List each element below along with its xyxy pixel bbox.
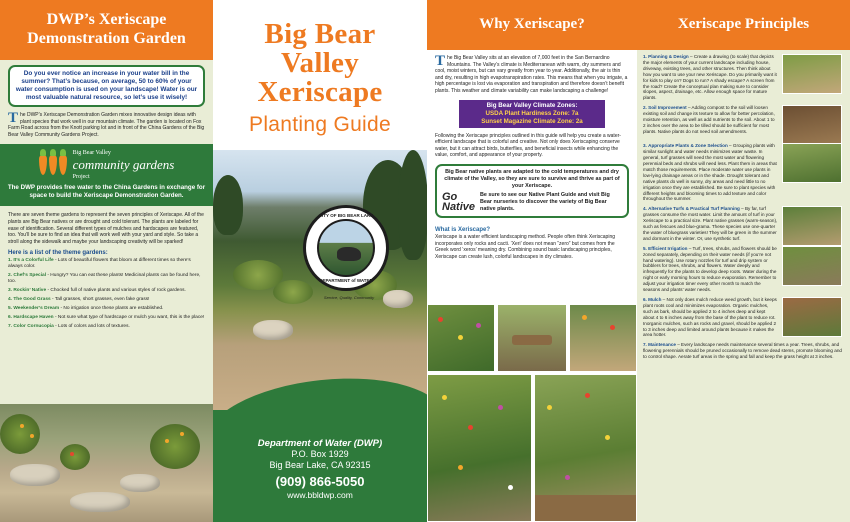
principle-number: 5. [643, 245, 647, 251]
demonstration-garden-photo [0, 404, 213, 522]
principle-text: – Create a drawing (to scale) that depicts the major elements of your current landscape including house, driveway, existing trees, and other structures. Then think about how you want to use your new Xeriscape. Do you primarily want it for kids to play on? Dogs to run? A shady escape? A screen from the road? Create the conceptual plan making sure to consider slopes, aspect, drainage, etc. Allow enough space for mature plants. [643, 54, 777, 101]
theme-garden-item [8, 297, 205, 303]
principle-item [643, 143, 844, 202]
dwp-contact-block [213, 410, 427, 522]
panel-demonstration-garden [0, 0, 213, 522]
seal-top-text: CITY OF BIG BEAR LAKE [318, 213, 374, 218]
native-bottom-text: Be sure to see our Native Plant Guide and visit Big Bear nurseries to discover the variety of Big Bear native plants. [480, 191, 610, 212]
garden-intro-text: he DWP’s Xeriscape Demonstration Garden mixes innovative design ideas with plant species that work well in our mountain climate. The garden is located on Fox Farm Road across from the Knott parking lot and in front of the China Gardens of the Big Bear Valley Community Gardens Project. [8, 112, 205, 138]
why-dropcap: T [435, 53, 446, 69]
principle-item [643, 246, 844, 293]
native-top-text: Big Bear native plants are adapted to the cold temperatures and dry climate of the Valley, so they are sure to survive and thrive as part of your Xeriscape. [444, 168, 620, 189]
go-native-line2: Native [442, 201, 476, 214]
collage-photo-wildflowers [534, 374, 637, 522]
theme-garden-title: 2. Chef’s Special [8, 273, 47, 279]
theme-gardens-body: There are seven theme gardens to represent the seven principles of Xeriscape. All of the plants are Big Bear natives or are drought and cold tolerant. The plants are labeled for ease of identification. Several different types of mulches and hardscapes are featured, too. You’ll be sure to find an idea that will work well with your yard and style. So take a stroll along the sidewalk and maybe your landscaping creativity will be sparked! [8, 212, 204, 245]
logo-top-text: Big Bear Valley [72, 150, 111, 157]
climate-zones-title: Big Bear Valley Climate Zones: [486, 101, 578, 109]
community-gardens-box [0, 144, 213, 206]
collage-photo-bench [497, 304, 567, 372]
principle-photo [782, 54, 842, 94]
theme-garden-title: 4. The Good Grass [8, 297, 51, 303]
theme-garden-item [8, 315, 205, 321]
bear-icon [337, 247, 361, 261]
theme-garden-text: - Lots of colors and lots of textures. [53, 324, 130, 330]
title-line1: Big Bear [264, 18, 376, 50]
theme-garden-text: - Chocked full of native plants and various styles of rock gardens. [46, 288, 186, 294]
theme-garden-title: 6. Hardscape Haven [8, 315, 54, 321]
theme-garden-text: - No irrigation once these plants are established. [59, 306, 164, 312]
theme-garden-item [8, 324, 205, 330]
what-is-xeriscape-text: Xeriscape is a water efficient landscaping method. People often think Xeriscaping incorporates only rocks and cacti. ‘Xeri’ does not mean “zero” but comes from the Greek word ‘xeros’ meaning dry. Combining sound basic landscaping principles, Xeriscape can create lush, colorful landscapes in dry climates. [435, 233, 616, 260]
theme-garden-item [8, 306, 205, 312]
principle-title: Planning & Design [648, 54, 689, 59]
theme-garden-title: 3. Rockin’ Native [8, 288, 47, 294]
seal-motto: Service, Quality, Community [323, 295, 375, 300]
usda-zone: USDA Plant Hardiness Zone: 7a [485, 109, 579, 117]
dwp-phone: (909) 866-5050 [275, 474, 365, 489]
dwp-po-box: P.O. Box 1929 [291, 449, 349, 459]
principle-item [643, 342, 844, 360]
theme-garden-title: 7. Color Cornucopia [8, 324, 54, 330]
dwp-name: Department of Water (DWP) [257, 438, 383, 449]
garden-intro [0, 112, 213, 138]
water-bill-callout: Do you ever notice an increase in your water bill in the summer? That’s because, on average, 50 to 60% of your water consumption is used on your landscape! Water is our most valuable natural resource, so let’s use it wisely! [8, 65, 205, 107]
go-native-logo [442, 192, 475, 212]
theme-garden-item [8, 273, 205, 285]
principle-item [643, 105, 844, 139]
native-plants-box [435, 164, 629, 218]
principle-photo [782, 246, 842, 286]
panel-cover [213, 0, 427, 522]
panel-xeriscape-principles [637, 0, 850, 522]
principle-photo [782, 105, 842, 145]
intro-dropcap: T [8, 110, 19, 126]
theme-garden-text: - Tall grasses, short grasses, even fake grass! [50, 297, 150, 303]
principle-number: 2. [643, 105, 647, 111]
community-gardens-logo [6, 148, 207, 182]
principle-text: – Turf, trees, shrubs, and flowers should be zoned separately, depending on their water needs (if you’re not hand watering). Use rotary nozzles for turf and drip system or bubblers for trees, shrubs, and flowers. Water deeply and infrequently for the plants to develop deep roots. Water during the night or early morning hours to reduce evaporation. Remember to adjust your irrigation timer every other month to match the seasons and plants’ water needs. [643, 245, 777, 293]
principle-item [643, 206, 844, 241]
principle-item [643, 297, 844, 338]
principle-text: – Adding compost to the soil will loosen existing soil and change its texture to allow for better percolation, moisture retention, as well as add nutrients to the soil. About 1 to 2 inches over the area to be tilled should be sufficient for most plants. Native plants do not need soil amendments. [643, 105, 775, 134]
principle-title: Mulch [648, 297, 662, 302]
principle-title: Efficient Irrigation [648, 245, 688, 251]
community-gardens-wordmark [73, 147, 175, 183]
theme-garden-title: 5. Weekender’s Dream [8, 306, 60, 312]
principles-list [637, 50, 850, 360]
why-xeriscape-heading: Why Xeriscape? [427, 0, 637, 50]
collage-photo-garden-bed [427, 374, 532, 522]
panel1-heading [0, 0, 213, 60]
follow-principles-text: Following the Xeriscape principles outlined in this guide will help you create a water-efficient landscape that is colorful and creative. Not only does Xeriscaping conserve water, but it can attract birds, butterflies, and beneficial insects while enhancing the value, comfort, and appearance of your property. [435, 132, 621, 159]
theme-garden-text: - Hungry? You can eat these plants! Medicinal plants can be found here, too. [8, 273, 201, 285]
theme-garden-text: - Lots of beautiful flowers that bloom at different times so there’s always color. [8, 258, 191, 270]
why-intro [427, 55, 637, 95]
city-seal [303, 205, 389, 300]
theme-garden-text: - Not sure what type of hardscape or mulch you want, this is the place! [53, 315, 205, 321]
panel1-heading-line2: Demonstration Garden [27, 30, 186, 47]
collage-photo-path [569, 304, 637, 372]
guide-subtitle: Planting Guide [249, 113, 391, 136]
principle-text: – Not only does mulch reduce weed growth, but it keeps plant roots cool and minimizes evaporation. Organic mulches, such as bark, should be applied 2 to 4 inches deep and kept about 4 to 6 inches away from the base of the plant to reduce rot. Inorganic mulches, such as rocks and gravel, should be applied 2 to 3 inches deep and limited around plants because it makes the area hotter. [643, 297, 777, 338]
principle-number: 1. [643, 54, 647, 59]
dwp-city: Big Bear Lake, CA 92315 [269, 460, 371, 470]
seal-bottom-text: DEPARTMENT of WATER [319, 278, 373, 283]
garden-photo-collage [427, 296, 637, 522]
principle-text: – Every landscape needs maintenance several times a year. Trees, shrubs, and flowering perennials should be pruned occasionally to remove dead stems, promote blooming and to control shape. Aerate turf areas in the spring and fall and keep the grass height at 3 inches. [643, 342, 842, 360]
theme-garden-item [8, 258, 205, 270]
theme-garden-title: 1. It’s a Colorful Life [8, 258, 54, 264]
principle-text: – By far, turf grasses consume the most water. Limit the amount of turf in your Xeriscape to a practical size. Plant native grasses (warm-season), such as fescues and blue-grama. These species use one-quarter the water of bluegrass varieties! They will be green in the summer and dormant in the winter. Or, use synthetic turf. [643, 206, 778, 241]
theme-gardens-list [0, 258, 213, 330]
panel1-heading-line1: DWP’s Xeriscape [46, 11, 167, 28]
guide-title [213, 20, 427, 107]
theme-gardens-heading: Here is a list of the theme gardens: [8, 250, 108, 257]
title-line2: Valley [280, 47, 360, 79]
principle-photo [782, 143, 842, 183]
free-water-message: The DWP provides free water to the China Gardens in exchange for space to build the Xeriscape Demonstration Garden. [7, 184, 206, 200]
principle-number: 4. [643, 206, 647, 212]
principle-number: 6. [643, 297, 647, 302]
sunset-zone: Sunset Magazine Climate Zone: 2a [481, 117, 583, 125]
principle-title: Appropriate Plants & Zone Selection [648, 143, 728, 149]
logo-bottom-text: Project [72, 174, 90, 181]
dwp-website-link[interactable]: www.bbldwp.com [287, 490, 353, 500]
carrots-icon [39, 155, 67, 175]
panel-why-xeriscape [427, 0, 637, 522]
logo-main-text: community gardens [72, 157, 175, 173]
principle-title: Soil Improvement [648, 105, 687, 111]
climate-zones-box [459, 100, 605, 128]
what-is-xeriscape-heading: What is Xeriscape? [435, 226, 491, 233]
principle-title: Alternative Turfs & Practical Turf Planning [648, 206, 740, 212]
title-line3: Xeriscape [257, 76, 383, 108]
theme-garden-item [8, 288, 205, 294]
principle-item [643, 54, 844, 101]
collage-photo-flowers [427, 304, 495, 372]
principle-number: 7. [643, 342, 647, 348]
principle-photo [782, 206, 842, 246]
principle-photo [782, 297, 842, 337]
principle-title: Maintenance [648, 342, 676, 348]
principle-number: 3. [643, 143, 647, 149]
go-native-line1: Go [442, 191, 458, 204]
principle-text: – Grouping plants with similar sunlight and water needs minimizes water waste. In general, turf grasses will need the most water and flowering perennial beds and shrubs will need less. Plant them in areas that match those requirements. Place moderate water use plants in low-lying drainage areas or in the shade. Drought tolerant and native plants do well in sunny, dry areas and need little to no irrigation once they are established. Be sure to plant species with different heights and blooming times to add texture and color throughout the summer. [643, 143, 777, 202]
seal-bear-image [317, 219, 375, 277]
why-intro-text: he Big Bear Valley sits at an elevation of 7,000 feet in the San Bernardino Mountains. The Valley’s climate is Mediterranean with warm, dry summers and cool, moist winters, but can vary greatly from year to year. Additionally, the air is thin and dry, resulting in high evapotranspiration rates. This means that when you irrigate, a high percentage is lost via evaporation and transpiration and therefore doesn’t benefit plants. This weather and climate variability can make landscaping a challenge! [435, 55, 628, 94]
principles-heading: Xeriscape Principles [637, 0, 850, 50]
